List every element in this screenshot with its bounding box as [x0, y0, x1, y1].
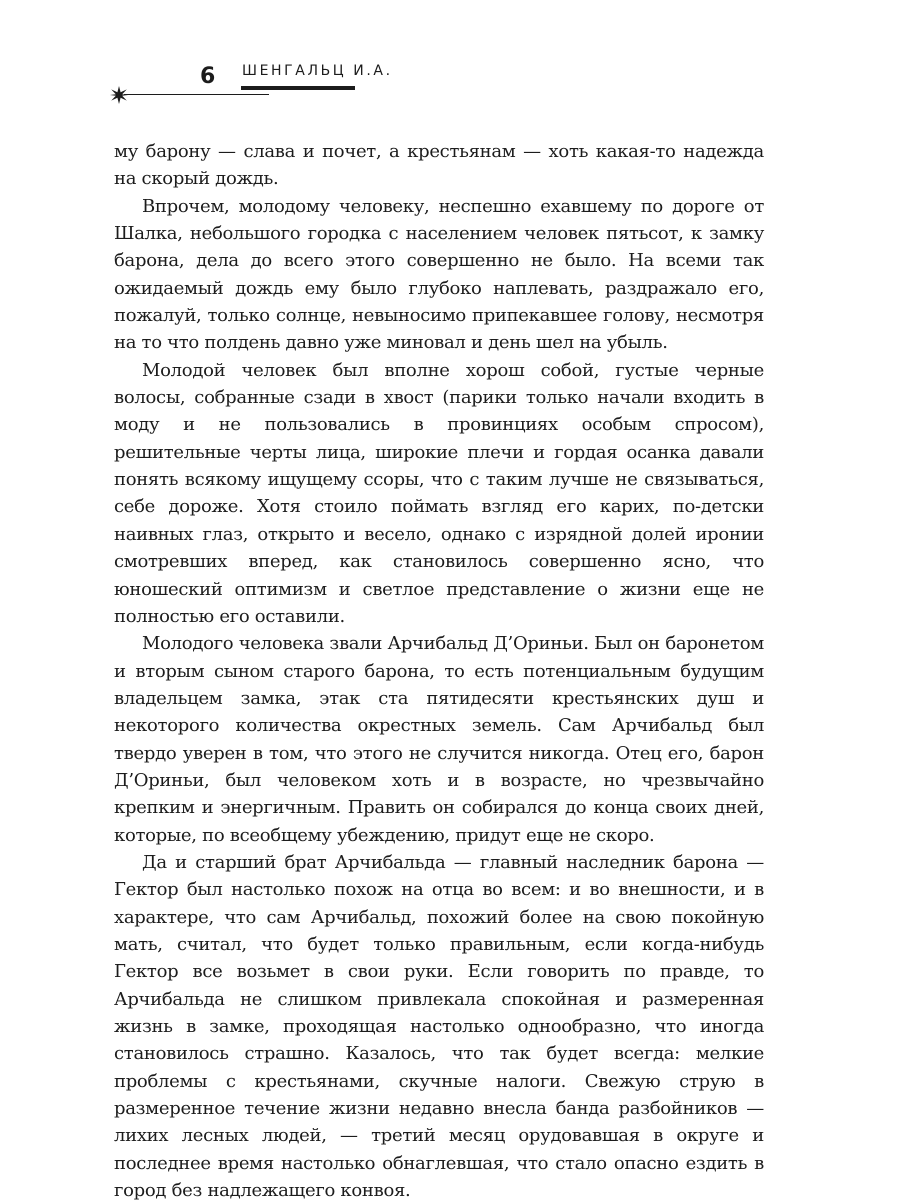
- star-ornament-icon: [110, 86, 128, 104]
- page-number: 6: [200, 64, 216, 89]
- header-rule-thin: [124, 94, 269, 95]
- paragraph-4: Молодого человека звали Арчибальд Д’Ориньи. Был он баронетом и вторым сыном старого барона, то есть потенциальным будущим владельцем замка, этак ста пятидесяти крестьянских душ и некоторого количества окрестных земель. Сам Арчибальд был твердо уверен в том, что этого не случится никогда. Отец его, барон Д’Ориньи, был человеком хоть и в возрасте, но чрезвычайно крепким и энергичным. Править он собирался до конца своих дней, которые, по всеобщему убеждению, придут еще не скоро.: [114, 633, 764, 846]
- running-head-author: ШЕНГАЛЬЦ И.А.: [242, 63, 393, 79]
- paragraph-1: му барону — слава и почет, а крестьянам — хоть какая-то надежда на скорый дождь.: [114, 141, 764, 190]
- paragraph-2: Впрочем, молодому человеку, неспешно ехавшему по дороге от Шалка, небольшого городка с населением человек пятьсот, к замку барона, дела до всего этого совершенно не было. На всеми так ожидаемый дождь ему было глубоко наплевать, раздражало его, пожалуй, только солнце, невыносимо припекавшее голову, несмотря на то что полдень давно уже миновал и день шел на убыль.: [114, 195, 764, 354]
- paragraph-5: Да и старший брат Арчибальда — главный наследник барона — Гектор был настолько похож на отца во всем: и во внешности, и в характере, что сам Арчибальд, похожий более на свою покойную мать, считал, что будет только правильным, если когда-нибудь Гектор все возьмет в свои руки. Если говорить по правде, то Арчибальда не слишком привлекала спокойная и размеренная жизнь в замке, проходящая настолько однообразно, что иногда становилось страшно. Казалось, что так будет всегда: мелкие проблемы с крестьянами, скучные налоги. Свежую струю в размеренное течение жизни недавно внесла банда разбойников — лихих лесных людей, — третий месяц орудовавшая в округе и последнее время настолько обнаглевшая, что стало опасно ездить в город без надлежащего конвоя.: [114, 851, 764, 1202]
- body-text: [114, 138, 764, 1204]
- header-rule-thick: [241, 86, 355, 90]
- page-header: [0, 0, 900, 110]
- paragraph-3: Молодой человек был вполне хорош собой, густые черные волосы, собранные сзади в хвост (парики только начали входить в моду и не пользовались в провинциях особым спросом), решительные черты лица, широкие плечи и гордая осанка давали понять всякому ищущему ссоры, что с таким лучше не связываться, себе дороже. Хотя стоило поймать взгляд его карих, по-детски наивных глаз, открыто и весело, однако с изрядной долей иронии смотревших вперед, как становилось совершенно ясно, что юношеский оптимизм и светлое представление о жизни еще не полностью его оставили.: [114, 359, 764, 627]
